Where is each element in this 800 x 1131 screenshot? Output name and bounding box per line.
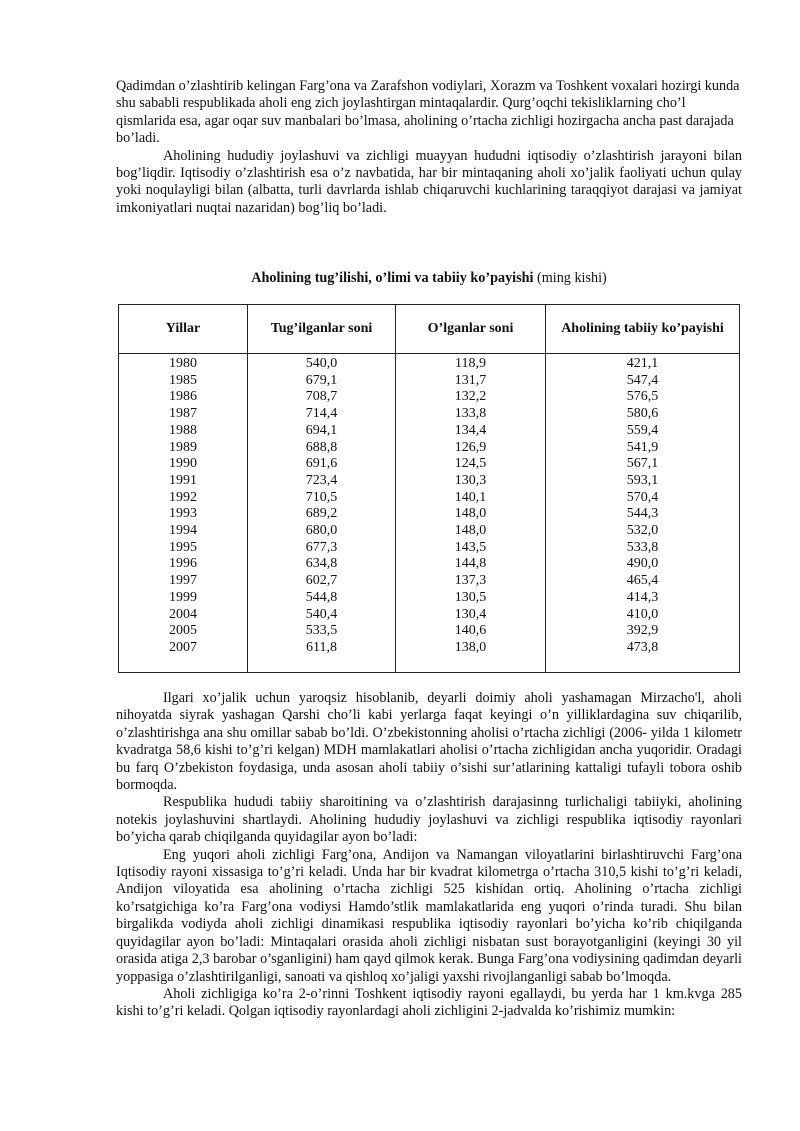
births-cell: 688,8 [305, 439, 338, 455]
years-cell: 2007 [169, 639, 197, 655]
years-cell: 1990 [169, 456, 197, 472]
deaths-column [396, 354, 546, 673]
table-title-text: Aholining tug’ilishi, o’limi va tabiiy ko’payishi [251, 270, 534, 286]
years-cell: 1989 [169, 439, 197, 455]
growth-cell: 414,3 [626, 589, 659, 605]
growth-cell: 465,4 [626, 573, 659, 589]
years-column [119, 354, 248, 673]
births-column [248, 354, 396, 673]
births-cell: 714,4 [305, 406, 338, 422]
deaths-cell: 130,3 [454, 472, 487, 488]
births-cell: 540,4 [305, 606, 338, 622]
growth-cell: 576,5 [626, 389, 659, 405]
births-cell: 694,1 [305, 422, 338, 438]
deaths-cell: 148,0 [454, 523, 487, 539]
growth-cell: 567,1 [626, 456, 659, 472]
body-paragraph-3: Eng yuqori aholi zichligi Farg’ona, Andijon va Namangan viloyatlarini birlashtiruvchi Farg’ona Iqtisodiy rayoni xissasiga to’g’ri keladi. Unda har bir kvadrat kilometrga o’rtacha 310,5 kishi to’g’ri keladi, Andijon viloyatida esa aholining o’rtacha zichligi 525 kishidan ortiq. Aholining o’rtacha zichligi ko’rsatgichiga ko’ra Farg’ona vodiysi Hamdo’stlik mamlakatlarida eng yuqori o’rinda turadi. Shu bilan birgalikda vodiyda aholi zichligi dinamikasi respublika iqtisodiy rayonlari bo’yicha ko’rib chiqilganda quyidagilar ayon bo’ladi: Mintaqalari orasida aholi zichligi nisbatan sust borayotganligini (keyingi 30 yil orasida atiga 2,3 barobar o’sganligini) ham qayd qilmok kerak. Bunga Farg’ona vodiysining qadimdan deyarli yoppasiga o’zlashtirilganligi, sanoati va qishloq xo’jaligi yaxshi rivojlanganligi sabab bo’lmoqda. [116, 846, 742, 985]
years-cell: 1995 [169, 539, 197, 555]
growth-column [546, 354, 740, 673]
years-cell: 2005 [169, 623, 197, 639]
births-cell: 723,4 [305, 472, 338, 488]
years-cell: 1999 [169, 589, 197, 605]
births-cell: 634,8 [305, 556, 338, 572]
births-cell: 691,6 [305, 456, 338, 472]
growth-cell: 559,4 [626, 422, 659, 438]
growth-cell: 570,4 [626, 489, 659, 505]
body-section [116, 690, 742, 1021]
population-table [118, 304, 740, 673]
deaths-cell: 144,8 [454, 556, 487, 572]
years-cell: 1992 [169, 489, 197, 505]
births-cell: 680,0 [305, 523, 338, 539]
deaths-cell: 126,9 [454, 439, 487, 455]
intro-section [116, 78, 742, 217]
table-header-row [119, 305, 740, 354]
table-title [116, 270, 742, 287]
years-cell: 1988 [169, 422, 197, 438]
deaths-cell: 132,2 [454, 389, 487, 405]
deaths-cell: 137,3 [454, 573, 487, 589]
births-cell: 710,5 [305, 489, 338, 505]
table-body-row [119, 354, 740, 673]
years-cell: 1980 [169, 356, 197, 371]
deaths-cell: 124,5 [454, 456, 487, 472]
header-births: Tug’ilganlar soni [248, 305, 396, 354]
births-cell: 540,0 [305, 356, 338, 371]
years-cell: 1997 [169, 573, 197, 589]
deaths-cell: 143,5 [454, 539, 487, 555]
births-cell: 533,5 [305, 623, 338, 639]
deaths-cell: 140,6 [454, 623, 487, 639]
intro-paragraph-1: Qadimdan o’zlashtirib kelingan Farg’ona va Zarafshon vodiylari, Xorazm va Toshkent voxalari hozirgi kunda shu sababli respublikada aholi eng zich joylashtirgan mintaqalardir. Qurg’oqchi tekisliklarning cho’l qismlarida esa, agar oqar suv manbalari bo’lmasa, aholining o’rtacha zichligi hozirgacha ancha past darajada bo’ladi. [116, 78, 740, 147]
deaths-cell: 140,1 [454, 489, 487, 505]
growth-cell: 547,4 [626, 372, 659, 388]
growth-cell: 544,3 [626, 506, 659, 522]
years-cell: 1986 [169, 389, 197, 405]
births-cell: 679,1 [305, 372, 338, 388]
deaths-cell: 130,5 [454, 589, 487, 605]
header-years: Yillar [119, 305, 248, 354]
deaths-cell: 134,4 [454, 422, 487, 438]
growth-cell: 410,0 [626, 606, 659, 622]
growth-cell: 392,9 [626, 623, 659, 639]
births-cell: 602,7 [305, 573, 338, 589]
deaths-cell: 148,0 [454, 506, 487, 522]
growth-cell: 421,1 [626, 356, 659, 371]
deaths-cell: 130,4 [454, 606, 487, 622]
deaths-cell: 133,8 [454, 406, 487, 422]
growth-cell: 473,8 [626, 639, 659, 655]
years-cell: 1993 [169, 506, 197, 522]
body-paragraph-1: Ilgari xo’jalik uchun yaroqsiz hisoblanib, deyarli doimiy aholi yashamagan Mirzacho'l, aholi nihoyatda siyrak yashagan Qarshi cho’li kabi yerlarga faqat keyingi o’n yilliklardagina suv chiqarilib, o’zlashtirishga ana shu omillar sabab bo’ldi. O’zbekistonning aholisi o’rtacha zichligi (2006- yilda 1 kilometr kvadratga 58,6 kishi to’g’ri kelgan) MDH mamlakatlari aholisi o’rtacha zichligidan ancha yuqoridir. Oradagi bu farq O’zbekiston foydasiga, unda asosan aholi tabiiy o’sishi sur’atlarining kattaligi tufayli tobora oshib bormoqda. [116, 690, 742, 794]
growth-cell: 580,6 [626, 406, 659, 422]
births-cell: 611,8 [306, 639, 337, 655]
intro-paragraph-2: Aholining hududiy joylashuvi va zichligi muayyan hududni iqtisodiy o’zlashtirish jarayoni bilan bog’liqdir. Iqtisodiy o’zlashtirish esa o’z navbatida, har bir mintaqaning aholi xo’jalik faoliyati uchun qulay yoki noqulayligi bilan (albatta, turli davrlarda ishlab chiqaruvchi kuchlarining taraqqiyot darajasi va jamiyat imkoniyatlari nuqtai nazaridan) bog’liq bo’ladi. [116, 147, 742, 216]
body-paragraph-4: Aholi zichligiga ko’ra 2-o’rinni Toshkent iqtisodiy rayoni egallaydi, bu yerda har 1 km.kvga 285 kishi to’g’ri keladi. Qolgan iqtisodiy rayonlardagi aholi zichligini 2-jadvalda ko’rishimiz mumkin: [116, 985, 742, 1020]
growth-cell: 541,9 [626, 439, 659, 455]
years-cell: 1987 [169, 406, 197, 422]
births-cell: 677,3 [305, 539, 338, 555]
body-paragraph-2: Respublika hududi tabiiy sharoitining va o’zlashtirish darajasinng turlichaligi tabiiyki, aholining notekis joylashuvini shartlaydi. Aholining hududiy joylashuvi va zichligi respublika iqtisodiy rayonlari bo’yicha qarab chiqilganda quyidagilar ayon bo’ladi: [116, 794, 742, 846]
births-cell: 708,7 [305, 389, 338, 405]
births-cell: 544,8 [305, 589, 338, 605]
header-deaths: O’lganlar soni [396, 305, 546, 354]
years-cell: 1996 [169, 556, 197, 572]
table-title-unit: (ming kishi) [537, 270, 607, 286]
growth-cell: 490,0 [626, 556, 659, 572]
growth-cell: 533,8 [626, 539, 659, 555]
deaths-cell: 131,7 [454, 372, 487, 388]
years-cell: 1991 [169, 472, 197, 488]
header-growth: Aholining tabiiy ko’payishi [546, 305, 740, 354]
births-cell: 689,2 [305, 506, 338, 522]
deaths-cell: 138,0 [454, 639, 487, 655]
deaths-cell: 118,9 [455, 356, 486, 371]
growth-cell: 593,1 [626, 472, 659, 488]
growth-cell: 532,0 [626, 523, 659, 539]
years-cell: 1994 [169, 523, 197, 539]
years-cell: 2004 [169, 606, 197, 622]
years-cell: 1985 [169, 372, 197, 388]
